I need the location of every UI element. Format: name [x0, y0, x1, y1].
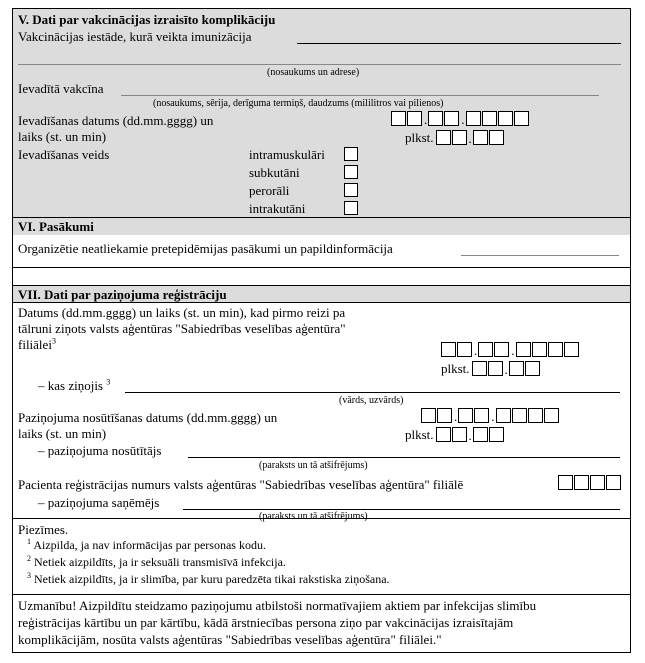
method-subcutaneous-label: subkutāni — [249, 165, 300, 180]
reporter-field[interactable] — [125, 392, 620, 393]
sent-date-boxes[interactable]: . . — [421, 407, 560, 423]
registration-number-boxes[interactable] — [558, 474, 622, 490]
phone-report-time-prefix: plkst. — [441, 361, 470, 376]
vaccine-field[interactable] — [121, 95, 599, 96]
section-6 — [13, 218, 630, 268]
sent-time-label: laiks (st. un min) — [18, 426, 107, 441]
reporter-label-text: – kas ziņojis — [38, 378, 103, 393]
method-intradermal-label: intrakutāni — [249, 201, 306, 216]
sender-label: – paziņojuma nosūtītājs — [38, 443, 162, 458]
measures-field[interactable] — [461, 255, 619, 256]
note-3-marker: 3 — [27, 571, 31, 580]
institution-hint: (nosaukums un adrese) — [267, 67, 360, 78]
note-2-marker: 2 — [27, 554, 31, 563]
receiver-hint: (paraksts un tā atšifrējums) — [259, 511, 368, 522]
reporter-hint: (vārds, uzvārds) — [339, 395, 404, 406]
institution-label: Vakcinācijas iestāde, kurā veikta imunizācija — [18, 29, 252, 44]
phone-report-time-boxes[interactable]: plkst. . — [441, 360, 541, 376]
section-5-heading: V. Dati par vakcinācijas izraisīto komplikāciju — [18, 12, 276, 27]
note-3 — [27, 572, 390, 586]
measures-label: Organizētie neatliekamie pretepidēmijas pasākumi un papildinformācija — [18, 241, 393, 256]
notes-title: Piezīmes. — [18, 522, 69, 537]
receiver-field[interactable] — [183, 509, 620, 510]
registration-label: Pacienta reģistrācijas numurs valsts aģentūras "Sabiedrības veselības aģentūra" filiālē — [18, 477, 464, 492]
warning-line-1: Uzmanību! Aizpildītu steidzamo paziņojumu atbilstoši normatīvajiem aktiem par infekcijas slimību — [18, 598, 537, 613]
warning-line-2: reģistrācijas kārtību un par kārtību, kādā ārstniecības persona ziņo par vakcinācijas izraisītajām — [18, 615, 514, 630]
vaccine-hint: (nosaukums, sērija, derīguma termiņš, daudzums (mililitros vai pilienos) — [153, 98, 444, 109]
note-2-text: Netiek aizpildīts, ja ir seksuāli transmisīvā infekcija. — [34, 555, 286, 569]
method-oral-label: perorāli — [249, 183, 290, 198]
section-7 — [13, 286, 630, 522]
notes-section — [13, 519, 630, 595]
phone-report-label-3 — [18, 337, 56, 352]
section-5 — [13, 9, 630, 218]
admin-time-boxes[interactable]: plkst. . — [405, 129, 505, 145]
vaccine-label: Ievadītā vakcīna — [18, 81, 104, 96]
method-intramuscular-checkbox[interactable] — [344, 147, 358, 161]
section-6-heading: VI. Pasākumi — [18, 219, 94, 234]
method-oral-checkbox[interactable] — [344, 183, 358, 197]
note-2 — [27, 555, 286, 569]
note-1 — [27, 538, 266, 552]
sent-date-label: Paziņojuma nosūtīšanas datums (dd.mm.gggg) un — [18, 410, 278, 425]
admin-date-boxes[interactable]: . . — [391, 110, 530, 126]
footnote-3-ref: 3 — [51, 336, 56, 346]
admin-time-label: laiks (st. un min) — [18, 129, 107, 144]
note-1-text: Aizpilda, ja nav informācijas par personas kodu. — [33, 538, 266, 552]
receiver-label: – paziņojuma saņēmējs — [38, 495, 160, 510]
notification-form — [12, 8, 631, 653]
phone-report-label-1: Datums (dd.mm.gggg) un laiks (st. un min), kad pirmo reizi pa — [18, 305, 346, 320]
warning-line-3: komplikācijām, nosūta valsts aģentūras "Sabiedrības veselības aģentūra" filiālei." — [18, 632, 442, 647]
method-intramuscular-label: intramuskulāri — [249, 147, 325, 162]
method-intradermal-checkbox[interactable] — [344, 201, 358, 215]
warning-section — [13, 595, 630, 652]
sender-field[interactable] — [188, 457, 620, 458]
admin-method-label: Ievadīšanas veids — [18, 147, 110, 162]
footnote-3-ref-2: 3 — [106, 377, 111, 387]
phone-report-date-boxes[interactable]: . . — [441, 341, 580, 357]
phone-report-label-3-text: filiālei — [18, 337, 52, 352]
admin-date-label: Ievadīšanas datums (dd.mm.gggg) un — [18, 113, 214, 128]
sent-time-prefix: plkst. — [405, 427, 434, 442]
sent-time-boxes[interactable]: plkst. . — [405, 426, 505, 442]
section-6-heading-band — [13, 218, 630, 235]
section-7-heading: VII. Dati par paziņojuma reģistrāciju — [18, 287, 227, 302]
admin-time-prefix: plkst. — [405, 130, 434, 145]
phone-report-label-2: tālruni ziņots valsts aģentūras "Sabiedrības veselības aģentūra" — [18, 321, 346, 336]
institution-field-2[interactable] — [18, 64, 621, 65]
reporter-label — [38, 378, 110, 393]
sender-hint: (paraksts un tā atšifrējums) — [259, 460, 368, 471]
section-6-extra-row[interactable] — [13, 268, 630, 286]
note-3-text: Netiek aizpildīts, ja ir slimība, par kuru paredzēta tikai rakstiska ziņošana. — [34, 572, 390, 586]
method-subcutaneous-checkbox[interactable] — [344, 165, 358, 179]
note-1-marker: 1 — [27, 537, 31, 546]
institution-field[interactable] — [297, 43, 621, 44]
